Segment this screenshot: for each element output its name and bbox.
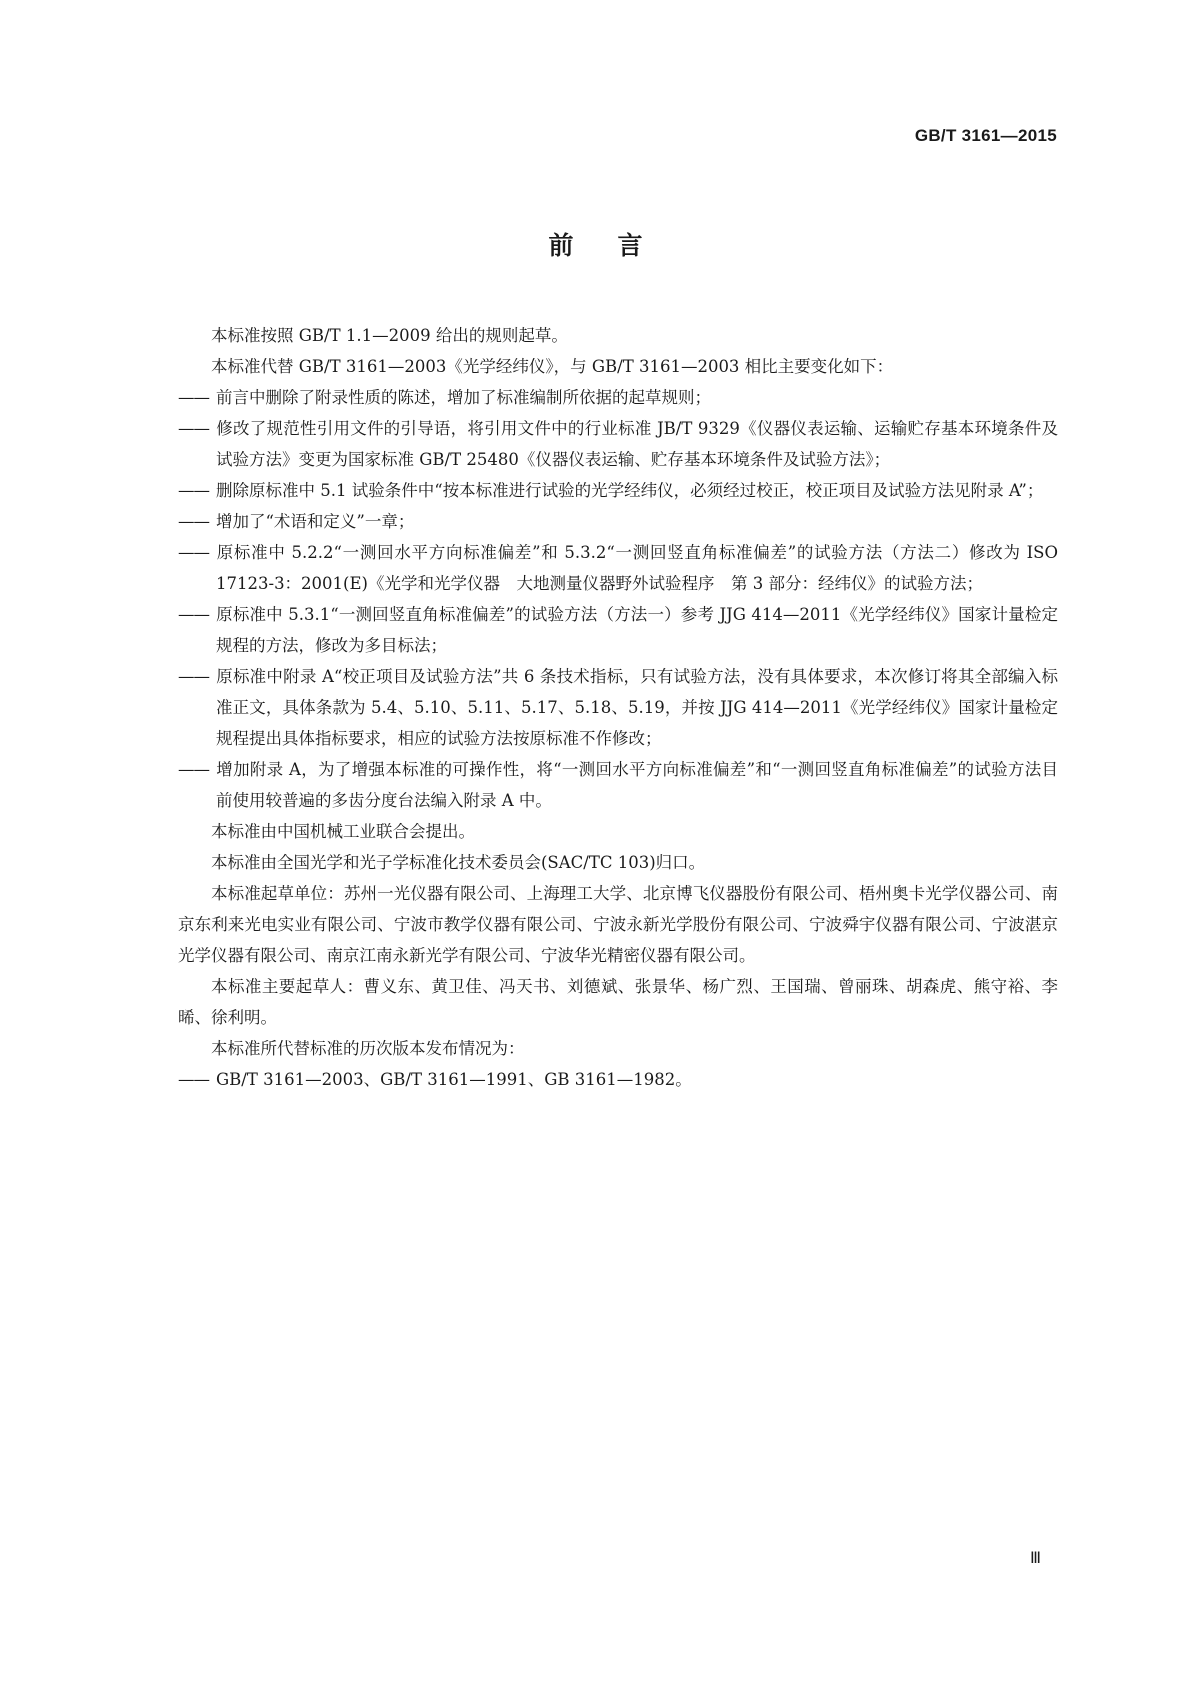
change-text: 增加了“术语和定义”一章； xyxy=(216,512,415,531)
replacement-paragraph: 本标准代替 GB/T 3161—2003《光学经纬仪》，与 GB/T 3161—2003 相比主要变化如下： xyxy=(211,357,894,376)
dash-marker: —— xyxy=(178,760,209,779)
dash-marker: —— xyxy=(178,419,209,438)
change-text: 原标准中 5.3.1“一测回竖直角标准偏差”的试验方法（方法一）参考 JJG 414—2011《光学经纬仪》国家计量检定规程的方法，修改为多目标法； xyxy=(216,605,1058,655)
change-text: 删除原标准中 5.1 试验条件中“按本标准进行试验的光学经纬仪，必须经过校正，校正项目及试验方法见附录 A”； xyxy=(216,481,1044,500)
history-intro-paragraph: 本标准所代替标准的历次版本发布情况为： xyxy=(211,1039,525,1058)
change-item xyxy=(178,382,1058,413)
committee-paragraph: 本标准由全国光学和光子学标准化技术委员会(SAC/TC 103)归口。 xyxy=(211,853,706,872)
dash-marker: —— xyxy=(178,512,209,531)
page-number: Ⅲ xyxy=(1029,1550,1041,1567)
change-item xyxy=(178,599,1058,661)
change-text: 原标准中附录 A“校正项目及试验方法”共 6 条技术指标，只有试验方法，没有具体要求，本次修订将其全部编入标准正文，具体条款为 5.4、5.10、5.11、5.17、5.18、5.19，并按 JJG 414—2011《光学经纬仪》国家计量检定规程提出具体指标要求，相应的试验方法按原标准不作修改； xyxy=(216,667,1058,748)
drafting-rules-paragraph: 本标准按照 GB/T 1.1—2009 给出的规则起草。 xyxy=(211,326,568,345)
change-item xyxy=(178,754,1058,816)
change-item xyxy=(178,661,1058,754)
change-item xyxy=(178,475,1058,506)
change-text: 增加附录 A，为了增强本标准的可操作性，将“一测回水平方向标准偏差”和“一测回竖直角标准偏差”的试验方法目前使用较普遍的多齿分度台法编入附录 A 中。 xyxy=(216,760,1058,810)
dash-marker: —— xyxy=(178,543,209,562)
dash-marker: —— xyxy=(178,388,209,407)
dash-marker: —— xyxy=(178,481,209,500)
change-item xyxy=(178,506,1058,537)
change-text: 修改了规范性引用文件的引导语，将引用文件中的行业标准 JB/T 9329《仪器仪表运输、运输贮存基本环境条件及试验方法》变更为国家标准 GB/T 25480《仪器仪表运输、贮存基本环境条件及试验方法》； xyxy=(216,419,1058,469)
dash-marker: —— xyxy=(178,667,209,686)
dash-marker: —— xyxy=(178,1070,209,1089)
foreword-body xyxy=(178,320,1058,1095)
change-text: 前言中删除了附录性质的陈述，增加了标准编制所依据的起草规则； xyxy=(216,388,711,407)
change-item xyxy=(178,413,1058,475)
standard-number: GB/T 3161—2015 xyxy=(914,126,1057,145)
history-item xyxy=(178,1064,1058,1095)
drafting-units-paragraph: 本标准起草单位：苏州一光仪器有限公司、上海理工大学、北京博飞仪器股份有限公司、梧州奥卡光学仪器公司、南京东利来光电实业有限公司、宁波市教学仪器有限公司、宁波永新光学股份有限公司、宁波舜宇仪器有限公司、宁波湛京光学仪器有限公司、南京江南永新光学有限公司、宁波华光精密仪器有限公司。 xyxy=(178,884,1058,965)
drafters-paragraph: 本标准主要起草人：曹义东、黄卫佳、冯天书、刘德斌、张景华、杨广烈、王国瑞、曾丽珠、胡森虎、熊守裕、李晞、徐利明。 xyxy=(178,977,1058,1027)
history-text: GB/T 3161—2003、GB/T 3161—1991、GB 3161—1982。 xyxy=(216,1070,692,1089)
change-text: 原标准中 5.2.2“一测回水平方向标准偏差”和 5.3.2“一测回竖直角标准偏差”的试验方法（方法二）修改为 ISO 17123-3：2001(E)《光学和光学仪器 大地测量仪器野外试验程序 第 3 部分：经纬仪》的试验方法； xyxy=(216,543,1058,593)
page-title: 前言 xyxy=(548,231,687,260)
proposer-paragraph: 本标准由中国机械工业联合会提出。 xyxy=(211,822,475,841)
dash-marker: —— xyxy=(178,605,209,624)
change-item xyxy=(178,537,1058,599)
